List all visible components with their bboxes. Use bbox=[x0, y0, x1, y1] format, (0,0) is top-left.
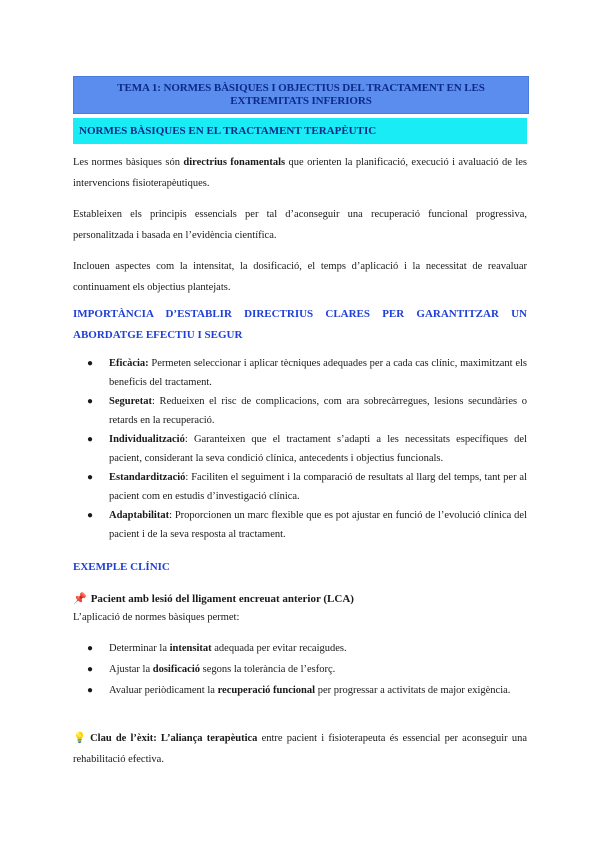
lightbulb-icon: 💡 bbox=[73, 733, 87, 744]
item-text: : Redueixen el risc de complicacions, com ara sobrecàrregues, lesions secundàries o retards en la recuperació. bbox=[109, 396, 527, 426]
item-text: : Garanteixen que el tractament s’adapti a les necessitats específiques del pacient, considerant la seva condició clínica, antecedents i objectius funcionals. bbox=[109, 434, 527, 464]
bullet-icon: ● bbox=[87, 434, 94, 445]
key-term: L’aliança terapèutica bbox=[156, 733, 258, 744]
item-term: Adaptabilitat bbox=[109, 510, 170, 521]
item-term: Eficàcia: bbox=[109, 358, 149, 369]
intro-paragraph-2: Estableixen els principis essencials per tal d’aconseguir una recuperació funcional progressiva, personalitzada i basada en l’evidència científica. bbox=[73, 209, 527, 241]
list-item bbox=[73, 680, 527, 701]
list-item bbox=[73, 354, 527, 392]
key-text: entre pacient i fisioterapeuta és essencial per aconseguir una rehabilitació efectiva. bbox=[73, 733, 527, 765]
item-term: Seguretat bbox=[109, 396, 152, 407]
section-subtitle-box bbox=[73, 118, 527, 144]
bullet-icon: ● bbox=[87, 685, 94, 696]
item-text: Determinar la bbox=[109, 643, 170, 654]
bullet-icon: ● bbox=[87, 510, 94, 521]
bullet-icon: ● bbox=[87, 396, 94, 407]
document-title: TEMA 1: NORMES BÀSIQUES I OBJECTIUS DEL TRACTAMENT EN LES EXTREMITATS INFERIORS bbox=[117, 82, 485, 107]
item-text: Avaluar periòdicament la bbox=[109, 685, 218, 696]
item-text: per progressar a activitats de major exigència. bbox=[315, 685, 511, 696]
document-title-box bbox=[73, 76, 529, 114]
list-item bbox=[73, 468, 527, 506]
list-item bbox=[73, 659, 527, 680]
item-text: Ajustar la bbox=[109, 664, 153, 675]
item-text: Permeten seleccionar i aplicar tècniques adequades per a cada cas clínic, maximitzant els beneficis del tractament. bbox=[109, 358, 527, 388]
key-label: Clau de l’èxit: bbox=[90, 733, 157, 744]
example-heading: EXEMPLE CLÍNIC bbox=[73, 561, 170, 573]
case-title-text: Pacient amb lesió del lligament encreuat anterior (LCA) bbox=[90, 593, 354, 605]
case-title bbox=[73, 589, 354, 609]
intro-paragraph-3: Inclouen aspectes com la intensitat, la dosificació, el temps d’aplicació i la necessitat de reavaluar continuament els objectius plantejats. bbox=[73, 261, 527, 293]
key-paragraph bbox=[73, 728, 527, 770]
importance-list bbox=[73, 354, 527, 544]
section-subtitle: NORMES BÀSIQUES EN EL TRACTAMENT TERAPÈUTIC bbox=[79, 125, 377, 137]
example-list bbox=[73, 638, 527, 701]
intro-paragraph-1 bbox=[73, 152, 527, 194]
item-term: Estandardització bbox=[109, 472, 186, 483]
bullet-icon: ● bbox=[87, 643, 94, 654]
bullet-icon: ● bbox=[87, 664, 94, 675]
item-text: segons la tolerància de l’esforç. bbox=[200, 664, 336, 675]
list-item bbox=[73, 392, 527, 430]
item-term: Individualització bbox=[109, 434, 185, 445]
list-item bbox=[73, 638, 527, 659]
item-term: recuperació funcional bbox=[217, 685, 316, 696]
item-term: dosificació bbox=[152, 664, 200, 675]
list-item bbox=[73, 506, 527, 544]
item-text: adequada per evitar recaigudes. bbox=[211, 643, 347, 654]
list-item bbox=[73, 430, 527, 468]
pin-icon: 📌 bbox=[73, 593, 87, 605]
intro-text-cont: que orienten la planificació, execució i avaluació de les intervencions fisioterapèutiques. bbox=[73, 157, 527, 189]
intro-text: Les normes bàsiques són bbox=[73, 157, 184, 168]
item-term: intensitat bbox=[169, 643, 212, 654]
example-lead: L’aplicació de normes bàsiques permet: bbox=[73, 612, 240, 623]
intro-bold-term: directrius fonamentals bbox=[183, 157, 286, 168]
item-text: : Faciliten el seguiment i la comparació de resultats al llarg del temps, tant per al pacient com en estudis d’investigació clínica. bbox=[109, 472, 527, 502]
bullet-icon: ● bbox=[87, 358, 94, 369]
item-text: : Proporcionen un marc flexible que es pot ajustar en funció de l’evolució clínica del pacient i de la seva resposta al tractament. bbox=[109, 510, 527, 540]
bullet-icon: ● bbox=[87, 472, 94, 483]
importance-heading: IMPORTÀNCIA D’ESTABLIR DIRECTRIUS CLARES PER GARANTITZAR UN ABORDATGE EFECTIU I SEGUR bbox=[73, 308, 527, 341]
